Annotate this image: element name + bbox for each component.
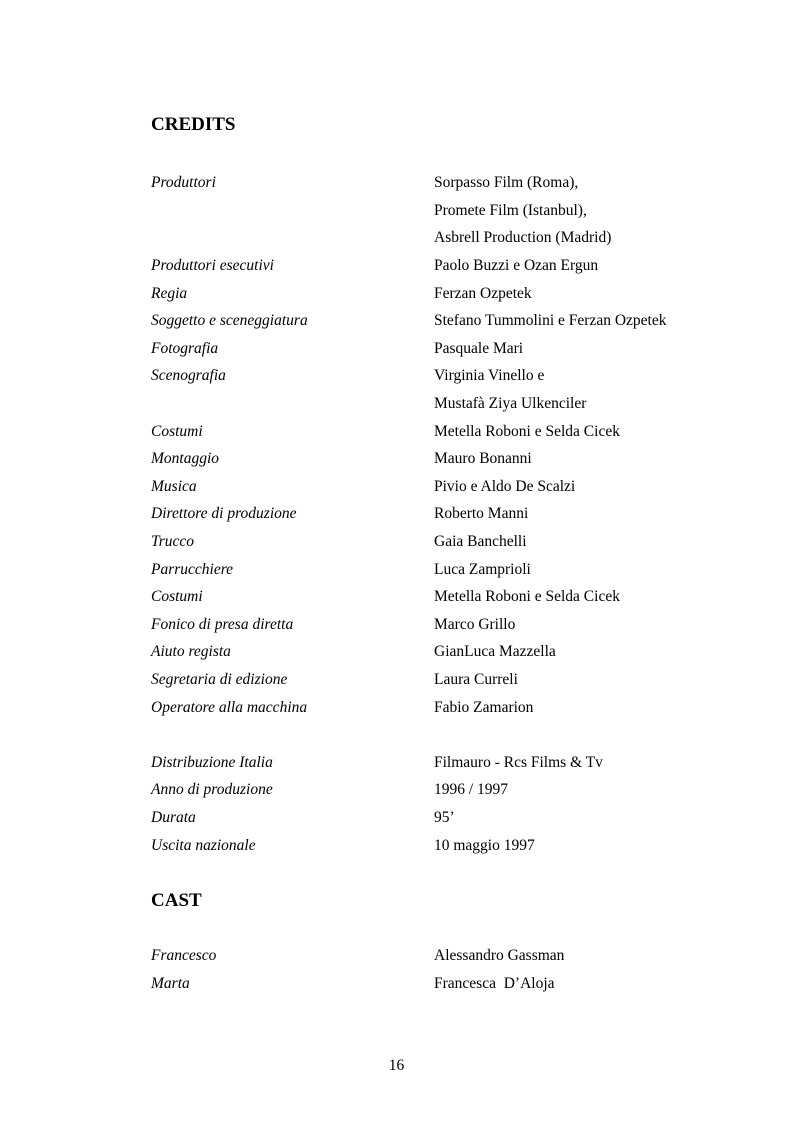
credits-row [151, 364, 711, 388]
credit-name: Virginia Vinello e [434, 367, 545, 384]
credits-row [151, 668, 711, 692]
credits-row [151, 806, 711, 830]
credit-role: Soggetto e sceneggiatura [151, 312, 308, 329]
credit-role: Direttore di produzione [151, 505, 297, 522]
credits-row [151, 834, 711, 858]
credit-name: 1996 / 1997 [434, 781, 509, 798]
credit-name: Metella Roboni e Selda Cicek [434, 588, 620, 605]
credit-name: Paolo Buzzi e Ozan Ergun [434, 257, 599, 274]
credit-role: Montaggio [151, 450, 220, 467]
credit-name: 95’ [434, 809, 455, 826]
credit-role: Produttori esecutivi [151, 257, 274, 274]
credit-name: Filmauro - Rcs Films & Tv [434, 754, 603, 771]
credit-role: Distribuzione Italia [151, 754, 273, 771]
credit-name: GianLuca Mazzella [434, 643, 556, 660]
credits-heading: CREDITS [151, 114, 236, 135]
credits-row [151, 254, 711, 278]
credit-name: Promete Film (Istanbul), [434, 202, 587, 219]
credit-name: Gaia Banchelli [434, 533, 527, 550]
cast-row [151, 944, 711, 968]
credit-name: 10 maggio 1997 [434, 837, 535, 854]
credits-row [151, 778, 711, 802]
credit-role: Parrucchiere [151, 561, 234, 578]
credit-role: Uscita nazionale [151, 837, 256, 854]
credit-role: Operatore alla macchina [151, 699, 308, 716]
credit-role: Fotografia [151, 340, 219, 357]
credit-role: Regia [151, 285, 188, 302]
credit-role: Segretaria di edizione [151, 671, 288, 688]
credit-name: Luca Zamprioli [434, 561, 531, 578]
page-number: 16 [388, 1057, 405, 1074]
credit-name: Ferzan Ozpetek [434, 285, 532, 302]
credit-name: Pivio e Aldo De Scalzi [434, 478, 576, 495]
credit-name: Mustafà Ziya Ulkenciler [434, 395, 587, 412]
cast-heading: CAST [151, 890, 202, 911]
credit-name: Asbrell Production (Madrid) [434, 229, 612, 246]
cast-actor: Alessandro Gassman [434, 947, 565, 964]
credits-row [151, 640, 711, 664]
credit-name: Stefano Tummolini e Ferzan Ozpetek [434, 312, 667, 329]
credit-role: Aiuto regista [151, 643, 231, 660]
cast-character: Marta [151, 975, 190, 992]
credit-role: Musica [151, 478, 197, 495]
credit-role: Trucco [151, 533, 195, 550]
cast-row [151, 972, 711, 996]
credit-role: Scenografia [151, 367, 226, 384]
credits-row [151, 475, 711, 499]
credits-row [151, 585, 711, 609]
credit-name: Mauro Bonanni [434, 450, 532, 467]
credit-role: Durata [151, 809, 196, 826]
credit-name: Pasquale Mari [434, 340, 524, 357]
credit-role: Costumi [151, 588, 203, 605]
cast-character: Francesco [151, 947, 217, 964]
credit-role: Costumi [151, 423, 203, 440]
credit-name: Laura Curreli [434, 671, 518, 688]
credit-role: Fonico di presa diretta [151, 616, 294, 633]
credits-row [151, 226, 711, 250]
credits-row [151, 696, 711, 720]
credit-name: Metella Roboni e Selda Cicek [434, 423, 620, 440]
credits-row [151, 309, 711, 333]
cast-actor: Francesca D’Aloja [434, 975, 555, 992]
credits-row [151, 171, 711, 195]
credits-row [151, 751, 711, 775]
credits-row [151, 282, 711, 306]
credit-role: Produttori [151, 174, 216, 191]
credit-name: Sorpasso Film (Roma), [434, 174, 579, 191]
credits-row [151, 530, 711, 554]
credit-name: Fabio Zamarion [434, 699, 534, 716]
credits-row [151, 613, 711, 637]
credit-role: Anno di produzione [151, 781, 273, 798]
credits-row [151, 502, 711, 526]
credits-row [151, 447, 711, 471]
credits-row [151, 199, 711, 223]
credit-name: Roberto Manni [434, 505, 529, 522]
credits-row [151, 337, 711, 361]
credits-row [151, 420, 711, 444]
credit-name: Marco Grillo [434, 616, 516, 633]
credits-row [151, 392, 711, 416]
credits-row [151, 558, 711, 582]
